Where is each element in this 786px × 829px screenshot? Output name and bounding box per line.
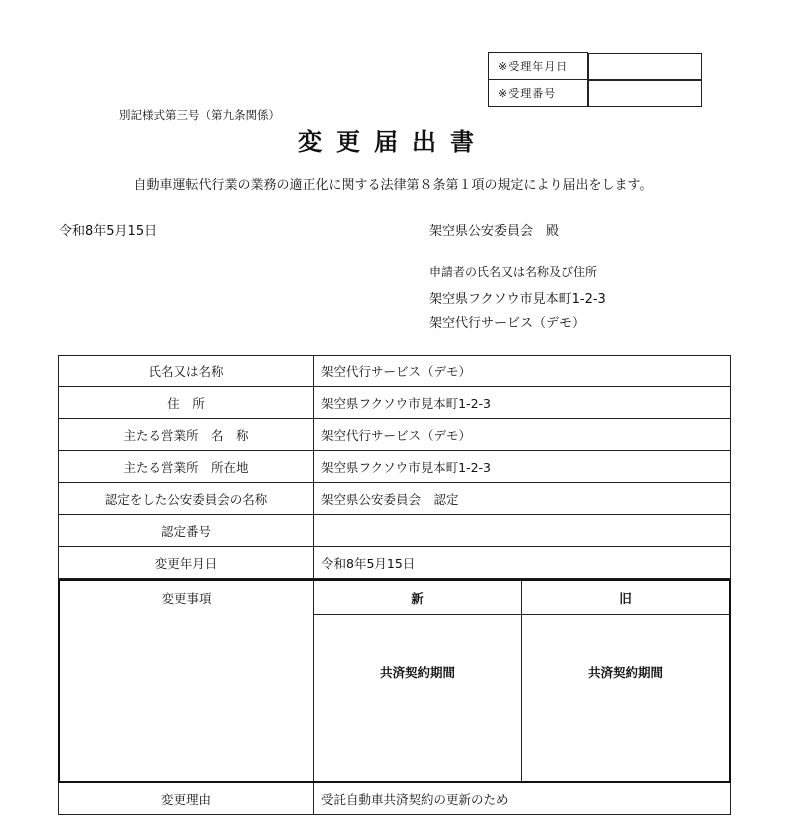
applicant-name: 架空代行サービス（デモ） [429, 316, 586, 331]
row-value: 架空県公安委員会 認定 [321, 491, 459, 507]
row-value: 架空県フクソウ市見本町1-2-3 [321, 459, 492, 475]
addressee: 架空県公安委員会 殿 [429, 224, 560, 239]
applicant-label: 申請者の氏名又は名称及び住所 [429, 265, 598, 279]
reason-row [58, 783, 731, 815]
submission-date: 令和8年5月15日 [59, 224, 158, 239]
receipt-number-label: ※受理番号 [489, 80, 588, 107]
row-value: 令和8年5月15日 [321, 555, 416, 571]
table-row [58, 355, 731, 387]
row-label: 認定番号 [59, 515, 314, 546]
old-value: 共済契約期間 [587, 665, 663, 680]
reason-label: 変更理由 [59, 783, 314, 814]
new-header: 新 [314, 581, 521, 615]
row-label: 変更年月日 [59, 547, 314, 578]
old-column [521, 581, 729, 781]
new-column [314, 581, 521, 781]
form-number: 別記様式第三号（第九条関係） [119, 108, 280, 122]
row-label: 住 所 [59, 387, 314, 418]
table-row [58, 387, 731, 419]
row-label: 主たる営業所 名 称 [59, 419, 314, 450]
table-row [58, 547, 731, 579]
table-row [58, 515, 731, 547]
table-row [58, 483, 731, 515]
row-label: 主たる営業所 所在地 [59, 451, 314, 482]
details-table [58, 355, 731, 815]
applicant-address: 架空県フクソウ市見本町1-2-3 [429, 292, 606, 307]
receipt-date-label: ※受理年月日 [489, 53, 588, 80]
receipt-number-value[interactable] [588, 80, 702, 107]
receipt-date-value[interactable] [588, 53, 702, 80]
row-value: 架空県フクソウ市見本町1-2-3 [321, 395, 492, 411]
table-row [58, 419, 731, 451]
receipt-box [488, 52, 731, 107]
row-label: 認定をした公安委員会の名称 [59, 483, 314, 514]
old-header: 旧 [522, 581, 729, 615]
change-label: 変更事項 [60, 581, 314, 781]
document-title: 変更届出書 [298, 128, 488, 156]
row-value: 架空代行サービス（デモ） [321, 427, 472, 443]
statute-text: 自動車運転代行業の業務の適正化に関する法律第８条第１項の規定により届出をします。 [133, 178, 653, 193]
row-value [314, 515, 730, 546]
row-value: 架空代行サービス（デモ） [321, 364, 472, 379]
new-value: 共済契約期間 [379, 665, 455, 680]
reason-value: 受託自動車共済契約の更新のため [321, 791, 509, 807]
row-label: 氏名又は名称 [59, 356, 314, 386]
change-details [58, 579, 731, 783]
table-row [58, 451, 731, 483]
